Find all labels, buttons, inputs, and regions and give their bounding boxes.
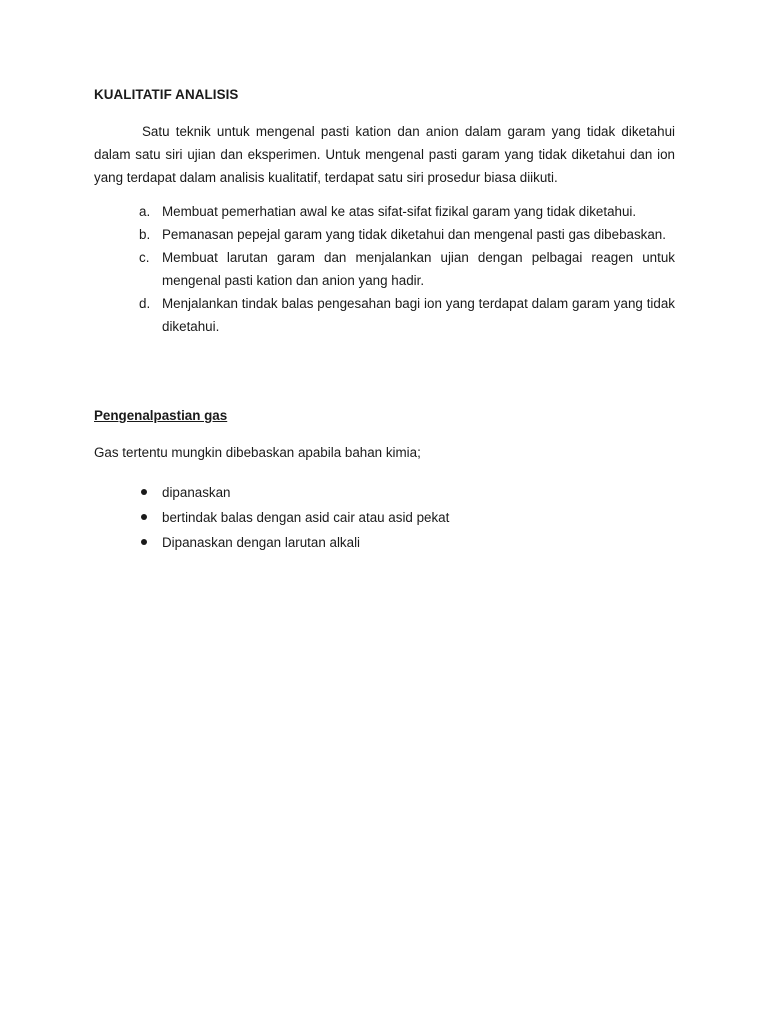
procedure-marker: b. xyxy=(139,227,151,242)
procedure-marker: a. xyxy=(139,204,151,219)
bullet-item xyxy=(94,505,449,530)
bullet-item xyxy=(94,480,449,505)
gas-conditions-list xyxy=(94,480,449,555)
bullet-icon xyxy=(141,539,147,545)
procedure-marker: d. xyxy=(139,296,151,311)
bullet-text: dipanaskan xyxy=(162,485,231,500)
procedure-item xyxy=(94,246,675,292)
bullet-icon xyxy=(141,514,147,520)
section-subheading: Pengenalpastian gas xyxy=(94,408,228,423)
procedure-item xyxy=(94,200,675,223)
procedure-text: Menjalankan tindak balas pengesahan bagi ion yang terdapat dalam garam yang tidak diketahui. xyxy=(162,296,675,334)
intro-text: Satu teknik untuk mengenal pasti kation dan anion dalam garam yang tidak diketahui dalam satu siri ujian dan eksperimen. Untuk mengenal pasti garam yang tidak diketahui dan ion yang terdapat dalam analisis kualitatif, terdapat satu siri prosedur biasa diikuti. xyxy=(94,124,675,185)
bullet-text: bertindak balas dengan asid cair atau asid pekat xyxy=(162,510,450,525)
procedure-text: Membuat larutan garam dan menjalankan ujian dengan pelbagai reagen untuk mengenal pasti kation dan anion yang hadir. xyxy=(162,250,675,288)
intro-paragraph xyxy=(94,120,675,189)
procedure-marker: c. xyxy=(139,250,150,265)
bullet-item xyxy=(94,530,449,555)
procedure-text: Membuat pemerhatian awal ke atas sifat-sifat fizikal garam yang tidak diketahui. xyxy=(162,204,637,219)
procedure-text: Pemanasan pepejal garam yang tidak diketahui dan mengenal pasti gas dibebaskan. xyxy=(162,227,666,242)
bullet-icon xyxy=(141,489,147,495)
bullet-text: Dipanaskan dengan larutan alkali xyxy=(162,535,361,550)
procedure-item xyxy=(94,223,675,246)
procedure-list xyxy=(94,200,675,338)
procedure-item xyxy=(94,292,675,338)
document-heading: KUALITATIF ANALISIS xyxy=(94,87,239,102)
gas-intro-text: Gas tertentu mungkin dibebaskan apabila bahan kimia; xyxy=(94,445,421,460)
